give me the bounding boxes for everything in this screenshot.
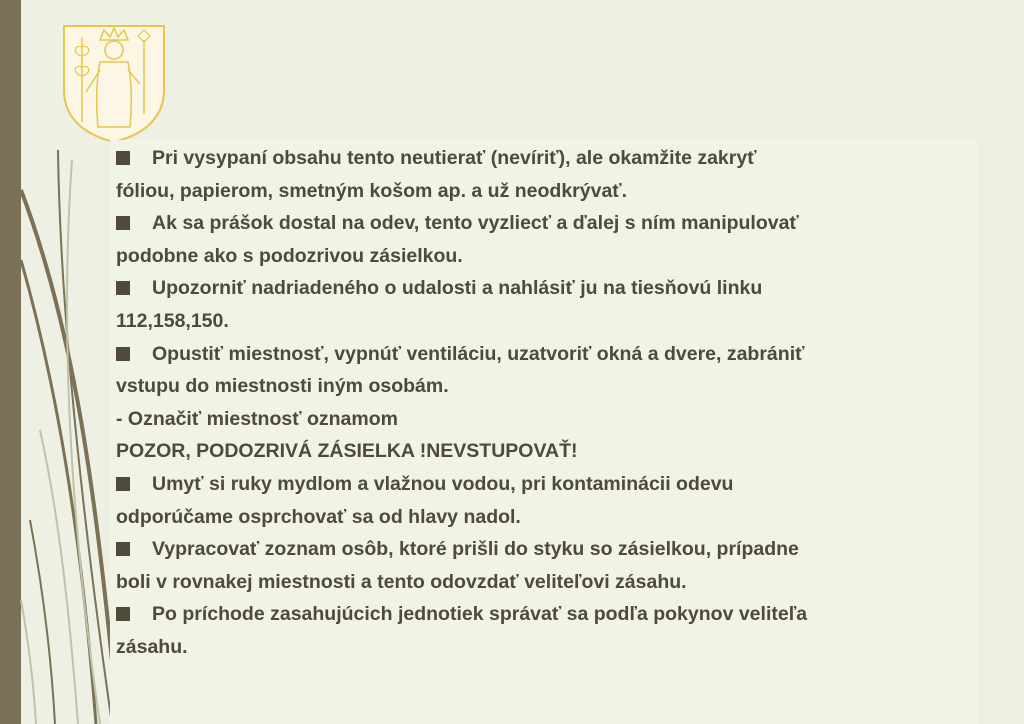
instruction-continuation <box>116 566 976 599</box>
square-bullet-icon <box>116 151 130 165</box>
instruction-text: zásahu. <box>116 635 188 658</box>
instruction-continuation <box>116 501 976 534</box>
instruction-continuation <box>116 631 976 664</box>
instruction-text: Vypracovať zoznam osôb, ktoré prišli do styku so zásielkou, prípadne <box>152 538 799 561</box>
square-bullet-icon <box>116 477 130 491</box>
square-bullet-icon <box>116 216 130 230</box>
instruction-text: Umyť si ruky mydlom a vlažnou vodou, pri kontaminácii odevu <box>152 472 734 495</box>
instruction-text: boli v rovnakej miestnosti a tento odovzdať veliteľovi zásahu. <box>116 570 687 593</box>
instruction-text: POZOR, PODOZRIVÁ ZÁSIELKA !NEVSTUPOVAŤ! <box>116 440 578 463</box>
instruction-item <box>116 142 976 175</box>
instruction-text: 112,158,150. <box>116 309 229 332</box>
instruction-item <box>116 598 976 631</box>
instruction-text: odporúčame osprchovať sa od hlavy nadol. <box>116 505 521 528</box>
instruction-text: vstupu do miestnosti iným osobám. <box>116 375 449 398</box>
instruction-continuation <box>116 435 976 468</box>
instruction-continuation <box>116 370 976 403</box>
instruction-continuation <box>116 175 976 208</box>
instruction-text: Po príchode zasahujúcich jednotiek správať sa podľa pokynov veliteľa <box>152 603 808 626</box>
instruction-item <box>116 207 976 240</box>
instruction-text: fóliou, papierom, smetným košom ap. a už neodkrývať. <box>116 179 628 202</box>
instruction-item <box>116 468 976 501</box>
instruction-item <box>116 533 976 566</box>
town-coat-of-arms-icon <box>60 22 168 144</box>
instruction-text: Upozorniť nadriadeného o udalosti a nahlásiť ju na tiesňovú linku <box>152 277 763 300</box>
square-bullet-icon <box>116 607 130 621</box>
instruction-text: Ak sa prášok dostal na odev, tento vyzliecť a ďalej s ním manipulovať <box>152 212 799 235</box>
instruction-text: podobne ako s podozrivou zásielkou. <box>116 244 463 267</box>
instruction-item <box>116 338 976 371</box>
instruction-item <box>116 272 976 305</box>
instruction-text: Opustiť miestnosť, vypnúť ventiláciu, uzatvoriť okná a dvere, zabrániť <box>152 342 805 365</box>
instruction-continuation <box>116 240 976 273</box>
safety-instructions <box>116 142 976 664</box>
square-bullet-icon <box>116 347 130 361</box>
square-bullet-icon <box>116 542 130 556</box>
square-bullet-icon <box>116 281 130 295</box>
instruction-text: Pri vysypaní obsahu tento neutierať (nevíriť), ale okamžite zakryť <box>152 147 757 169</box>
instruction-continuation <box>116 403 976 436</box>
instruction-text: - Označiť miestnosť oznamom <box>116 407 398 430</box>
instruction-continuation <box>116 305 976 338</box>
